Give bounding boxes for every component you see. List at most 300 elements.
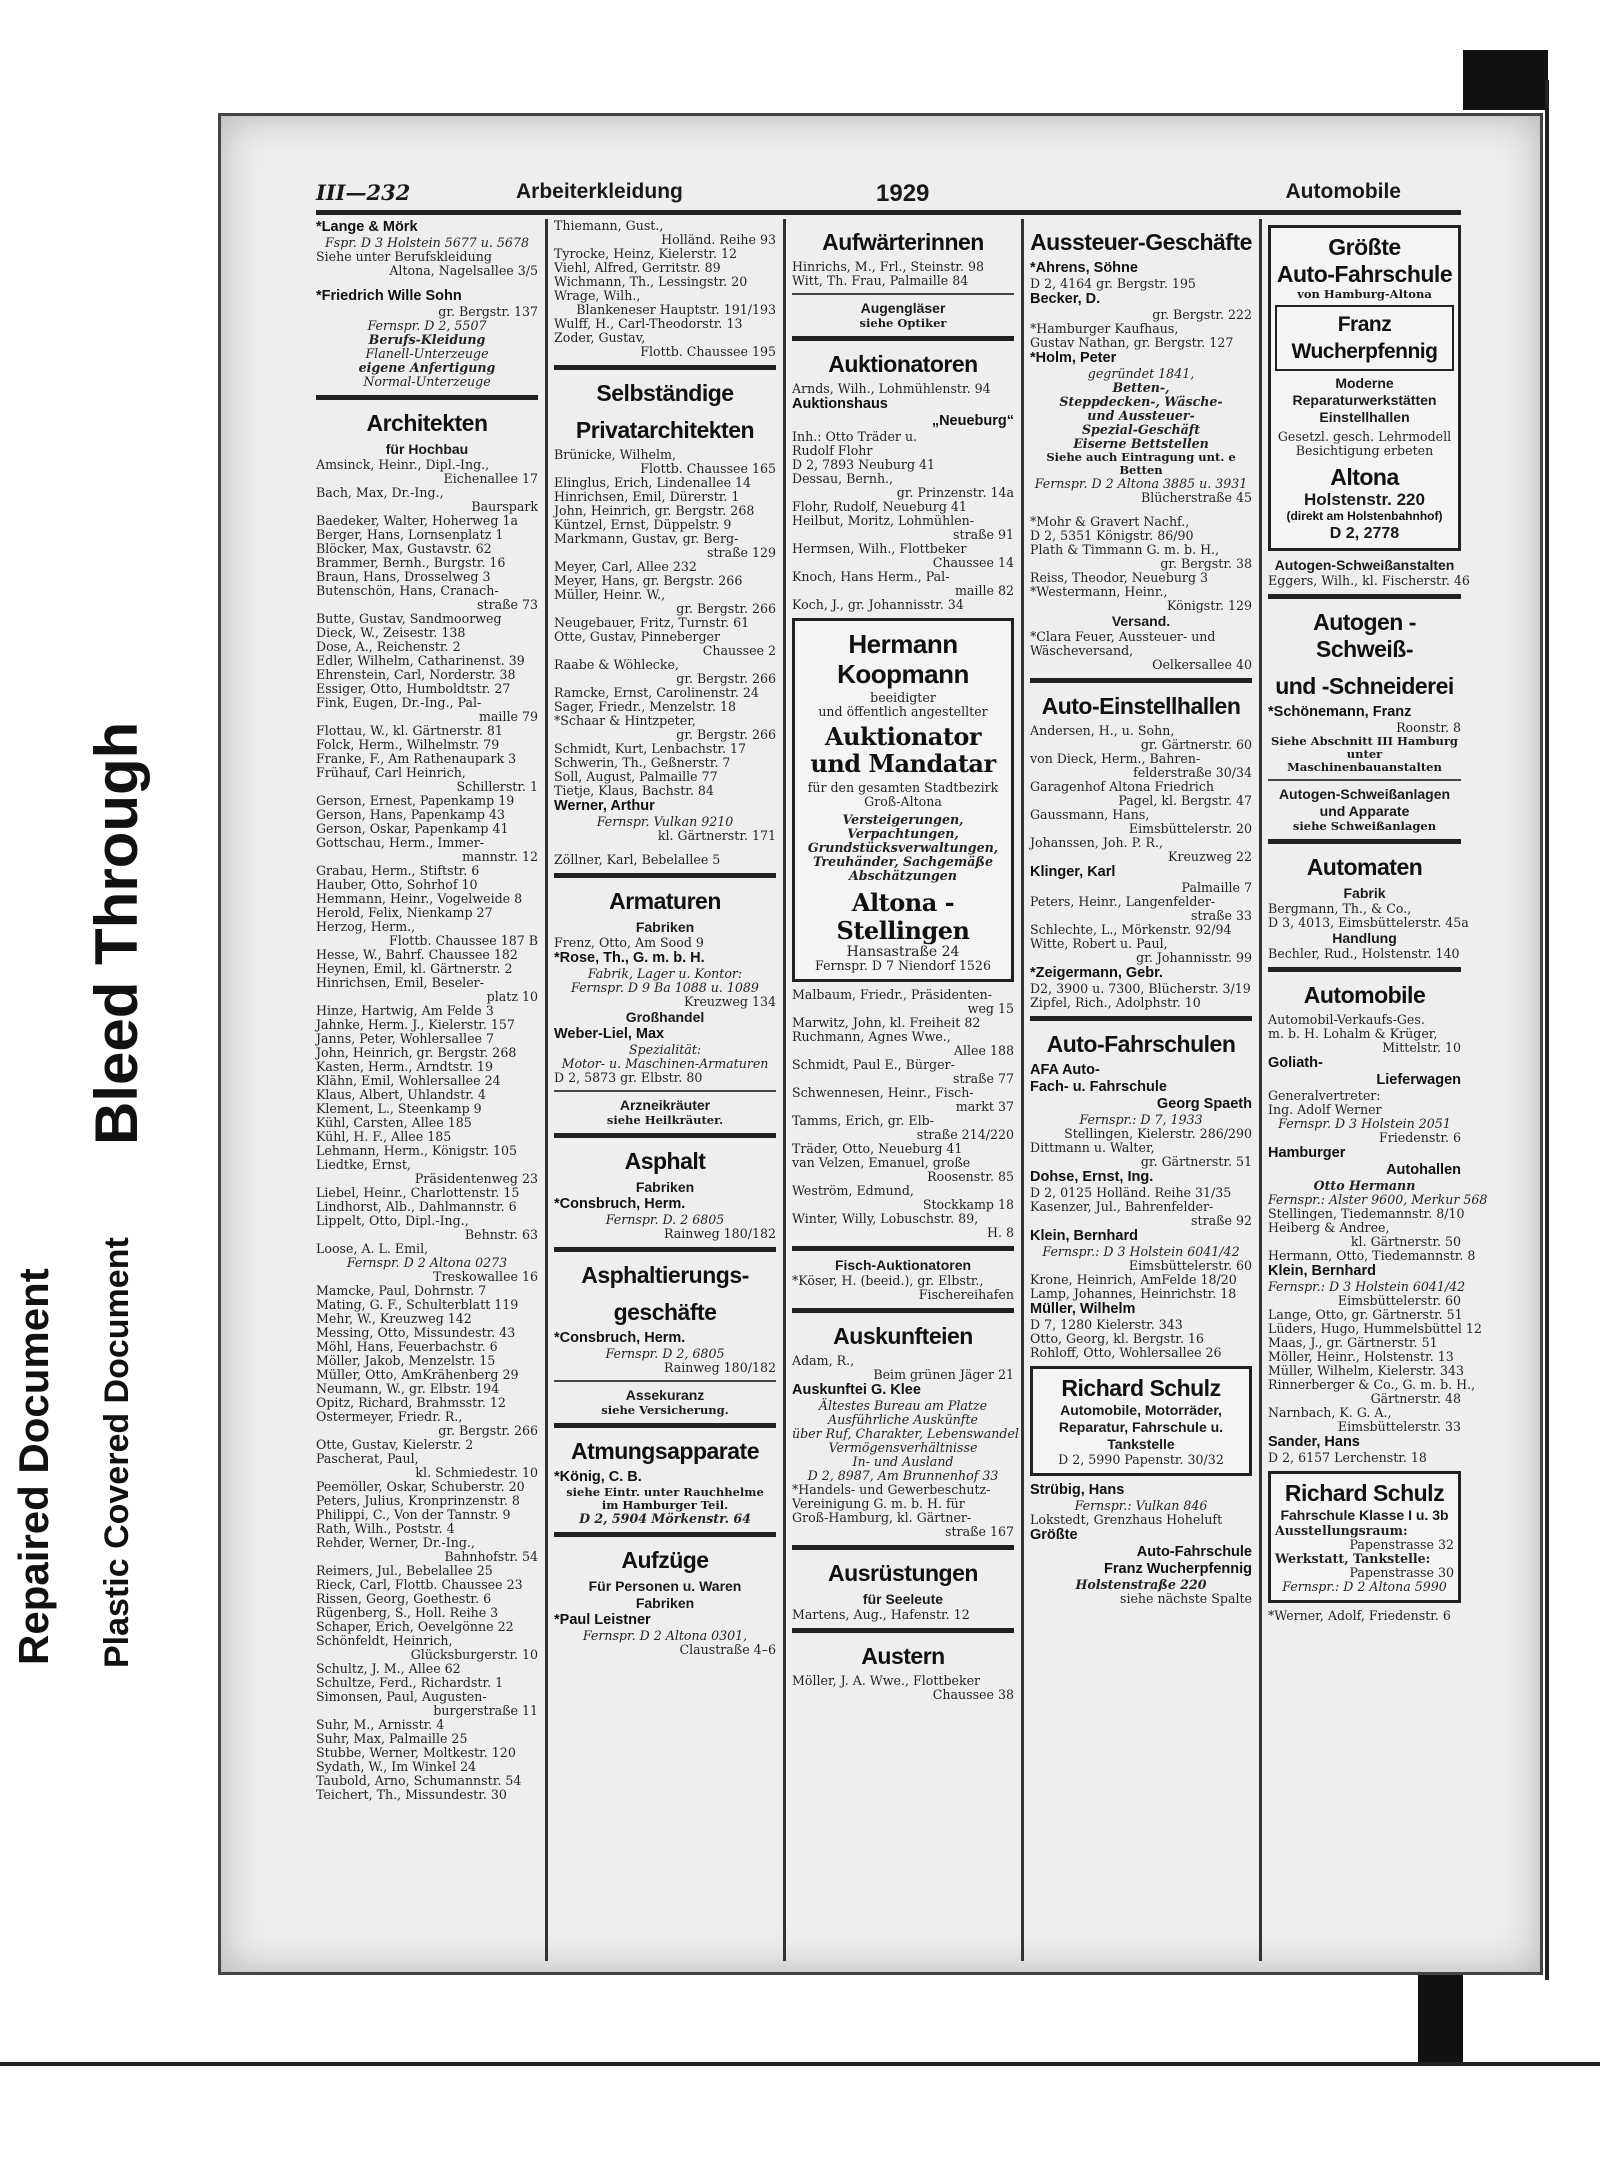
page-header xyxy=(316,176,1461,215)
listing-entry: *Hamburger Kaufhaus, xyxy=(1030,321,1179,336)
ad-line: Gesetzl. gesch. Lehrmodell xyxy=(1277,429,1452,444)
listing-entry: Klaus, Albert, Uhlandstr. 4 xyxy=(316,1087,486,1102)
listing-address: Roonstr. 8 xyxy=(1396,720,1461,735)
listing-entry: Maas, J., gr. Gärtnerstr. 51 xyxy=(1268,1335,1438,1350)
listing-name: Sander, Hans xyxy=(1268,1434,1360,1450)
listing-detail: Fspr. D 3 Holstein 5677 u. 5678 xyxy=(325,235,529,250)
listing-entry: D2, 3900 u. 7300, Blücherstr. 3/19 xyxy=(1030,981,1251,996)
listing-detail: Holstenstraße 220 xyxy=(1075,1577,1207,1592)
section-subheading: Arzneikräuter xyxy=(619,1097,711,1113)
ad-line: Reparatur, Fahrschule u. xyxy=(1058,1419,1224,1435)
listing-detail: Fernspr.: Alster 9600, Merkur 568 xyxy=(1268,1192,1488,1207)
cross-reference: siehe Optiker xyxy=(859,316,947,330)
header-category-left: Arbeiterkleidung xyxy=(516,180,683,203)
column-4-bottom xyxy=(1030,1482,1252,1606)
listing-entry: Lokstedt, Grenzhaus Hoheluft xyxy=(1030,1512,1223,1527)
listing-entry: Fink, Eugen, Dr.-Ing., Pal- xyxy=(316,695,482,710)
listing-address: gr. Bergstr. 137 xyxy=(438,304,538,319)
column-5-bottom xyxy=(1268,1609,1461,1623)
listing-detail: Fernspr.: Vulkan 846 xyxy=(1074,1498,1208,1513)
section-rule xyxy=(1268,839,1461,844)
listing-detail: Fernspr. D 2 Altona 0273 xyxy=(346,1255,508,1270)
listing-entry: Folck, Herm., Wilhelmstr. 79 xyxy=(316,737,500,752)
section-rule xyxy=(1030,678,1252,683)
listing-name: AFA Auto- xyxy=(1030,1062,1100,1078)
ad-name: Richard Schulz xyxy=(1061,1375,1221,1401)
listing-address: siehe nächste Spalte xyxy=(1119,1591,1252,1606)
page-edge-right xyxy=(1545,80,1549,1980)
listing-entry: Rieck, Carl, Flottb. Chaussee 23 xyxy=(316,1577,523,1592)
listing-entry: Schwennesen, Heinr., Fisch- xyxy=(792,1085,974,1100)
listing-address: Mittelstr. 10 xyxy=(1382,1040,1461,1055)
listing-address: Präsidentenweg 23 xyxy=(414,1171,538,1186)
listing-entry: Soll, August, Palmaille 77 xyxy=(554,769,718,784)
listing-entry: Plath & Timmann G. m. b. H., xyxy=(1030,542,1220,557)
listing-entry: Mating, G. F., Schulterblatt 119 xyxy=(316,1297,519,1312)
listing-entry: Gustav Nathan, gr. Bergstr. 127 xyxy=(1030,335,1234,350)
listing-entry: Klähn, Emil, Wohlersallee 24 xyxy=(316,1073,501,1088)
listing-name: *Consbruch, Herm. xyxy=(554,1330,686,1346)
listing-entry: Peters, Heinr., Langenfelder- xyxy=(1030,894,1216,909)
listing-entry: *Werner, Adolf, Friedenstr. 6 xyxy=(1268,1608,1451,1623)
listing-name: Größte xyxy=(1030,1527,1078,1543)
listing-entry: Suhr, M., Arnisstr. 4 xyxy=(316,1717,445,1732)
listing-address: Eichenallee 17 xyxy=(443,471,538,486)
listing-address: Chaussee 14 xyxy=(932,555,1014,570)
listing-address: gr. Bergstr. 266 xyxy=(438,1423,538,1438)
binding-shadow-top xyxy=(1463,50,1548,110)
listing-address: Friedenstr. 6 xyxy=(1378,1130,1461,1145)
cross-reference: siehe Schweißanlagen xyxy=(1292,819,1437,833)
listing-name: *Paul Leistner xyxy=(554,1612,651,1628)
listing-detail: In- und Ausland xyxy=(852,1454,954,1469)
listing-address: straße 33 xyxy=(1191,908,1252,923)
listing-address: straße 91 xyxy=(953,527,1014,542)
ad-phone: D 2, 2778 xyxy=(1329,525,1400,542)
column-1 xyxy=(316,219,538,1961)
listing-entry: D 7, 1280 Kielerstr. 343 xyxy=(1030,1317,1183,1332)
listing-entry: Weström, Edmund, xyxy=(792,1183,914,1198)
listing-entry: Neumann, W., gr. Elbstr. 194 xyxy=(316,1381,500,1396)
listing-address: gr. Johannisstr. 99 xyxy=(1136,950,1252,965)
listing-address: Eimsbüttelerstr. 33 xyxy=(1337,1419,1461,1434)
listing-entry: Küntzel, Ernst, Düppelstr. 9 xyxy=(554,517,732,532)
section-heading: Asphalt xyxy=(624,1148,706,1174)
listing-name: Dohse, Ernst, Ing. xyxy=(1030,1169,1154,1185)
section-subheading: Assekuranz xyxy=(625,1387,705,1403)
listing-entry: *Handels- und Gewerbeschutz- xyxy=(792,1482,991,1497)
listing-entry: Heiberg & Andree, xyxy=(1268,1220,1390,1235)
section-rule xyxy=(554,1380,776,1382)
section-heading: Atmungsapparate xyxy=(570,1438,760,1464)
listing-name: Müller, Wilhelm xyxy=(1030,1301,1136,1317)
listing-entry: *Schaar & Hintzpeter, xyxy=(554,713,696,728)
listing-address: Eimsbüttelerstr. 60 xyxy=(1337,1293,1461,1308)
ad-city: Altona xyxy=(1330,464,1399,490)
listing-entry: Frenz, Otto, Am Sood 9 xyxy=(554,935,704,950)
listing-address: straße 214/220 xyxy=(916,1127,1014,1142)
listing-entry: Schmidt, Paul E., Bürger- xyxy=(792,1057,955,1072)
listing-detail: Berufs-Kleidung xyxy=(368,332,486,347)
ad-line: Papenstrasse 32 xyxy=(1349,1537,1454,1552)
listing-entry: Witt, Th. Frau, Palmaille 84 xyxy=(792,273,969,288)
listing-address: weg 15 xyxy=(967,1001,1014,1016)
section-rule xyxy=(554,1423,776,1428)
listing-address: kl. Schmiedestr. 10 xyxy=(415,1465,538,1480)
section-heading: Armaturen xyxy=(609,888,721,914)
listing-entry: Eggers, Wilh., kl. Fischerstr. 46 xyxy=(1268,573,1470,588)
section-rule xyxy=(554,873,776,878)
listing-entry: Schlechte, L., Mörkenstr. 92/94 xyxy=(1030,922,1232,937)
listing-address: Gärtnerstr. 48 xyxy=(1370,1391,1461,1406)
ad-line: von Hamburg-Altona xyxy=(1297,287,1432,301)
ad-line: Fahrschule Klasse I u. 3b xyxy=(1280,1507,1449,1523)
listing-entry: Butte, Gustav, Sandmoorweg xyxy=(316,611,502,626)
ad-services: Versteigerungen, Verpachtungen, Grundstücksverwaltungen, Treuhänder, Sachgemäße Abschätzungen xyxy=(807,812,999,883)
listing-entry: Peemöller, Oskar, Schuberstr. 20 xyxy=(316,1479,525,1494)
listing-address: felderstraße 30/34 xyxy=(1133,765,1252,780)
listing-entry: Ruchmann, Agnes Wwe., xyxy=(792,1029,951,1044)
listing-entry: Inh.: Otto Träder u. xyxy=(792,429,918,444)
listing-entry: Witte, Robert u. Paul, xyxy=(1030,936,1168,951)
listing-entry: Tietje, Klaus, Bachstr. 84 xyxy=(554,783,714,798)
section-heading: Privatarchitekten xyxy=(575,417,755,443)
listing-entry: Generalvertreter: xyxy=(1268,1088,1381,1103)
listing-entry: Möller, Heinr., Holstenstr. 13 xyxy=(1268,1349,1454,1364)
section-heading: Aufwärterinnen xyxy=(822,229,984,255)
listing-name: *Zeigermann, Gebr. xyxy=(1030,965,1163,981)
section-subheading: Fabrik xyxy=(1343,885,1386,901)
listing-address: Behnstr. 63 xyxy=(464,1227,538,1242)
listing-address: gr. Bergstr. 266 xyxy=(676,601,776,616)
ad-name: Richard Schulz xyxy=(1284,1480,1445,1506)
section-heading: und -Schneiderei xyxy=(1275,673,1454,699)
listing-name: Goliath- xyxy=(1268,1055,1323,1071)
listing-entry: Krone, Heinrich, AmFelde 18/20 xyxy=(1030,1272,1237,1287)
listing-entry: Otte, Gustav, Kielerstr. 2 xyxy=(316,1437,474,1452)
listing-address: Fischereihafen xyxy=(918,1287,1014,1302)
listing-entry: Blöcker, Max, Gustavstr. 62 xyxy=(316,541,492,556)
listing-entry: Knoch, Hans Herm., Pal- xyxy=(792,569,950,584)
listing-detail: und Aussteuer- xyxy=(1087,408,1195,423)
listing-entry: Stubbe, Werner, Moltkestr. 120 xyxy=(316,1745,516,1760)
section-rule xyxy=(792,1308,1014,1313)
listing-entry: Koch, J., gr. Johannisstr. 34 xyxy=(792,597,964,612)
ad-hermann-koopmann xyxy=(792,618,1014,982)
listing-entry: Suhr, Max, Palmaille 25 xyxy=(316,1731,468,1746)
ad-name: Hermann Koopmann xyxy=(837,629,969,689)
section-rule xyxy=(554,1532,776,1537)
column-3-bottom xyxy=(792,987,1019,1702)
column-3 xyxy=(792,219,1019,1961)
listing-entry: Ostermeyer, Friedr. R., xyxy=(316,1409,463,1424)
label-repaired-document: Repaired Document xyxy=(10,1268,57,1665)
listing-address: Flottb. Chaussee 165 xyxy=(640,461,776,476)
listing-entry: Schmidt, Kurt, Lenbachstr. 17 xyxy=(554,741,747,756)
listing-detail: Fabrik, Lager u. Kontor: xyxy=(587,966,743,981)
listing-entry: Loose, A. L. Emil, xyxy=(316,1241,429,1256)
listing-entry: Jahnke, Herm. J., Kielerstr. 157 xyxy=(316,1017,515,1032)
listing-address: Holländ. Reihe 93 xyxy=(661,232,776,247)
listing-entry: Sydath, W., Im Winkel 24 xyxy=(316,1759,477,1774)
listing-entry: Möller, Jakob, Menzelstr. 15 xyxy=(316,1353,496,1368)
ad-line: Automobile, Motorräder, xyxy=(1060,1402,1222,1418)
ad-line: Besichtigung erbeten xyxy=(1295,443,1434,458)
section-subheading: Autogen-Schweißanlagen xyxy=(1278,786,1451,802)
column-divider xyxy=(545,219,548,1961)
listing-name: Hamburger xyxy=(1268,1145,1346,1161)
section-subheading: Augengläser xyxy=(860,300,946,316)
listing-address: Baurspark xyxy=(471,499,538,514)
listing-entry: Flohr, Rudolf, Neueburg 41 xyxy=(792,499,967,514)
listing-entry: Hemmann, Heinr., Vogelweide 8 xyxy=(316,891,523,906)
listing-detail: Fernspr. D. 2 6805 xyxy=(605,1212,725,1227)
section-heading: Auto-Fahrschulen xyxy=(1046,1031,1236,1057)
listing-detail: Spezial-Geschäft xyxy=(1081,422,1201,437)
cross-reference: siehe Versicherung. xyxy=(601,1403,729,1417)
listing-entry: Essiger, Otto, Humboldtstr. 27 xyxy=(316,681,511,696)
listing-entry: D 2, 5351 Königstr. 86/90 xyxy=(1030,528,1194,543)
listing-entry: Tamms, Erich, gr. Elb- xyxy=(792,1113,934,1128)
column-divider xyxy=(1259,219,1262,1961)
listing-entry: van Velzen, Emanuel, große xyxy=(792,1155,971,1170)
listing-entry: Andersen, H., u. Sohn, xyxy=(1030,723,1175,738)
listing-entry: Ramcke, Ernst, Carolinenstr. 24 xyxy=(554,685,759,700)
listing-address: burgerstraße 11 xyxy=(433,1703,538,1718)
listing-name: Klein, Bernhard xyxy=(1268,1263,1376,1279)
listing-entry: Gaussmann, Hans, xyxy=(1030,807,1150,822)
section-rule xyxy=(1268,967,1461,972)
listing-entry: John, Heinrich, gr. Bergstr. 268 xyxy=(554,503,755,518)
columns xyxy=(316,218,1488,1961)
listing-address: straße 92 xyxy=(1191,1213,1252,1228)
listing-entry: Edler, Wilhelm, Catharinenst. 39 xyxy=(316,653,525,668)
section-rule xyxy=(1030,1016,1252,1021)
listing-entry: Möller, J. A. Wwe., Flottbeker xyxy=(792,1673,981,1688)
listing-entry: Klement, L., Steenkamp 9 xyxy=(316,1101,482,1116)
section-subheading: und Apparate xyxy=(1319,803,1410,819)
listing-detail: D 2, 5904 Mörkenstr. 64 xyxy=(579,1511,751,1526)
listing-entry: Brünicke, Wilhelm, xyxy=(554,447,676,462)
listing-name: Fach- u. Fahrschule xyxy=(1030,1079,1167,1095)
listing-entry: Grabau, Herm., Stiftstr. 6 xyxy=(316,863,480,878)
listing-entry: D 2, 6157 Lerchenstr. 18 xyxy=(1268,1450,1427,1465)
listing-detail: Ältestes Bureau am Platze xyxy=(818,1398,988,1413)
listing-name: Lieferwagen xyxy=(1376,1072,1461,1088)
listing-entry: Siehe unter Berufskleidung xyxy=(316,249,492,264)
listing-entry: Lehmann, Herm., Königstr. 105 xyxy=(316,1143,518,1158)
listing-entry: *Westermann, Heinr., xyxy=(1030,584,1168,599)
section-subheading: Handlung xyxy=(1332,930,1397,946)
listing-address: Stellingen, Kielerstr. 286/290 xyxy=(1064,1126,1252,1141)
listing-entry: Hinze, Hartwig, Am Felde 3 xyxy=(316,1003,494,1018)
section-rule xyxy=(316,395,538,400)
ad-richard-schulz-automobile xyxy=(1030,1366,1252,1476)
listing-entry: Reiss, Theodor, Neueburg 3 xyxy=(1030,570,1209,585)
ad-line: und öffentlich angestellter xyxy=(818,704,988,719)
listing-address: maille 82 xyxy=(954,583,1014,598)
section-rule xyxy=(792,1628,1014,1633)
listing-detail: gegründet 1841, xyxy=(1087,366,1195,381)
section-rule xyxy=(792,293,1014,295)
listing-address: Palmaille 7 xyxy=(1181,880,1252,895)
listing-entry: Groß-Hamburg, kl. Gärtner- xyxy=(792,1510,972,1525)
section-rule xyxy=(554,1247,776,1252)
listing-entry: Opitz, Richard, Brahmsstr. 12 xyxy=(316,1395,506,1410)
listing-detail: Eiserne Bettstellen xyxy=(1073,436,1209,451)
listing-entry: Gottschau, Herm., Immer- xyxy=(316,835,485,850)
listing-detail: über Ruf, Charakter, Lebenswandel xyxy=(792,1426,1019,1441)
listing-name: Autohallen xyxy=(1386,1162,1461,1178)
listing-entry: D 2, 7893 Neuburg 41 xyxy=(792,457,936,472)
section-heading: Aufzüge xyxy=(621,1547,709,1573)
listing-entry: Ing. Adolf Werner xyxy=(1268,1102,1382,1117)
ad-line: für den gesamten Stadtbezirk xyxy=(807,780,999,795)
listing-name: *Lange & Mörk xyxy=(316,219,418,235)
column-3-top xyxy=(792,229,1014,612)
listing-name: Franz Wucherpfennig xyxy=(1104,1561,1252,1577)
directory-page xyxy=(218,113,1543,1975)
listing-entry: Rohloff, Otto, Wohlersallee 26 xyxy=(1030,1345,1222,1360)
listing-name: Auskunftei G. Klee xyxy=(792,1382,921,1398)
section-heading: Ausrüstungen xyxy=(828,1560,978,1586)
listing-name: Weber-Liel, Max xyxy=(554,1026,665,1042)
listing-address: gr. Bergstr. 38 xyxy=(1160,556,1252,571)
listing-address: Flottb. Chaussee 187 B xyxy=(388,933,538,948)
listing-detail: Motor- u. Maschinen-Armaturen xyxy=(561,1056,769,1071)
listing-address: kl. Gärtnerstr. 50 xyxy=(1350,1234,1461,1249)
listing-entry: Meyer, Carl, Allee 232 xyxy=(554,559,697,574)
listing-entry: von Dieck, Herm., Bahren- xyxy=(1030,751,1201,766)
cross-reference: siehe Eintr. unter Rauchhelme xyxy=(566,1485,764,1499)
listing-detail: Normal-Unterzeuge xyxy=(363,374,491,389)
listing-entry: Kühl, Carsten, Allee 185 xyxy=(316,1115,472,1130)
ad-name: Franz Wucherpfennig xyxy=(1275,305,1454,371)
listing-entry: Lippelt, Otto, Dipl.-Ing., xyxy=(316,1213,469,1228)
listing-address: Beim grünen Jäger 21 xyxy=(873,1367,1014,1382)
section-rule xyxy=(554,365,776,370)
listing-address: Schillerstr. 1 xyxy=(456,779,538,794)
listing-detail: Fernspr.: D 3 Holstein 6041/42 xyxy=(1268,1279,1466,1294)
listing-detail: Betten-, xyxy=(1112,380,1170,395)
cross-reference: im Hamburger Teil. xyxy=(601,1498,729,1512)
section-heading: Architekten xyxy=(366,410,488,436)
listing-address: markt 37 xyxy=(955,1099,1014,1114)
section-rule xyxy=(792,1545,1014,1550)
spacer xyxy=(316,278,538,288)
column-2 xyxy=(554,219,776,1961)
section-subheading: Fisch-Auktionatoren xyxy=(834,1257,972,1273)
ad-richard-schulz-fahrschule xyxy=(1268,1471,1461,1603)
listing-address: straße 167 xyxy=(945,1524,1014,1539)
listing-detail: Fernspr.: D 7, 1933 xyxy=(1079,1112,1203,1127)
listing-name: „Neueburg“ xyxy=(931,413,1014,429)
section-subheading: Autogen-Schweißanstalten xyxy=(1274,557,1455,573)
listing-entry: Hermann, Otto, Tiedemannstr. 8 xyxy=(1268,1248,1476,1263)
listing-entry: Hinrichs, M., Frl., Steinstr. 98 xyxy=(792,259,984,274)
section-subheading: für Hochbau xyxy=(385,441,469,457)
listing-name: Klein, Bernhard xyxy=(1030,1228,1138,1244)
section-subheading: Fabriken xyxy=(635,919,695,935)
section-heading: geschäfte xyxy=(613,1299,717,1325)
ad-street: Hansastraße 24 xyxy=(846,944,960,960)
listing-entry: Dessau, Bernh., xyxy=(792,471,894,486)
ad-line: Papenstrasse 30 xyxy=(1349,1565,1454,1580)
listing-entry: Hesse, W., Bahrf. Chaussee 182 xyxy=(316,947,518,962)
listing-entry: Schultz, J. M., Allee 62 xyxy=(316,1661,461,1676)
listing-entry: Malbaum, Friedr., Präsidenten- xyxy=(792,987,993,1002)
listing-detail: Fernspr. D 3 Holstein 2051 xyxy=(1278,1116,1451,1131)
ad-title: und Mandatar xyxy=(810,749,996,778)
listing-name: *Holm, Peter xyxy=(1030,350,1117,366)
listing-address: Pagel, kl. Bergstr. 47 xyxy=(1118,793,1252,808)
listing-entry: Peters, Julius, Kronprinzenstr. 8 xyxy=(316,1493,520,1508)
listing-address: H. 8 xyxy=(986,1225,1014,1240)
scan-background xyxy=(0,0,1600,50)
section-heading: Autogen - Schweiß- xyxy=(1313,609,1416,662)
listing-address: Stockkamp 18 xyxy=(922,1197,1014,1212)
listing-entry: Narnbach, K. G. A., xyxy=(1268,1405,1392,1420)
listing-entry: Ehrenstein, Carl, Norderstr. 38 xyxy=(316,667,516,682)
listing-entry: John, Heinrich, gr. Bergstr. 268 xyxy=(316,1045,517,1060)
listing-entry: Rügenberg, S., Holl. Reihe 3 xyxy=(316,1605,499,1620)
listing-entry: Kasten, Herm., Arndtstr. 19 xyxy=(316,1059,493,1074)
ad-title: Größte xyxy=(1328,234,1401,260)
listing-entry: Lüders, Hugo, Hummelsbüttel 12 xyxy=(1268,1321,1482,1336)
section-subheading: Großhandel xyxy=(625,1009,705,1025)
listing-detail: Steppdecken-, Wäsche- xyxy=(1059,394,1223,409)
listing-name: Werner, Arthur xyxy=(554,798,655,814)
listing-name: *Rose, Th., G. m. b. H. xyxy=(554,950,705,966)
listing-entry: Martens, Aug., Hafenstr. 12 xyxy=(792,1607,970,1622)
listing-entry: Heynen, Emil, kl. Gärtnerstr. 2 xyxy=(316,961,513,976)
listing-name: *Friedrich Wille Sohn xyxy=(316,288,462,304)
listing-entry: Adam, R., xyxy=(792,1353,855,1368)
listing-entry: Sager, Friedr., Menzelstr. 18 xyxy=(554,699,737,714)
listing-entry: Wrage, Wilh., xyxy=(554,288,641,303)
listing-name: Klinger, Karl xyxy=(1030,864,1116,880)
section-subheading: für Seeleute xyxy=(862,1591,944,1607)
listing-entry: Dittmann u. Walter, xyxy=(1030,1140,1155,1155)
listing-address: Blücherstraße 45 xyxy=(1141,490,1252,505)
listing-name: *Consbruch, Herm. xyxy=(554,1196,686,1212)
section-rule xyxy=(792,336,1014,341)
ad-place: Altona - Stellingen xyxy=(836,888,970,945)
ad-phone: Fernspr.: D 2 Altona 5990 xyxy=(1282,1579,1447,1594)
listing-entry: Rudolf Flohr xyxy=(792,443,873,458)
listing-entry: *Clara Feuer, Aussteuer- und xyxy=(1030,629,1216,644)
section-rule xyxy=(792,1246,1014,1251)
section-rule xyxy=(1268,594,1461,599)
listing-address: gr. Bergstr. 266 xyxy=(676,727,776,742)
ad-line: Einstellhallen xyxy=(1319,409,1410,425)
listing-name: Strübig, Hans xyxy=(1030,1482,1125,1498)
listing-address: kl. Gärtnerstr. 171 xyxy=(657,828,776,843)
listing-entry: Schaper, Erich, Oevelgönne 22 xyxy=(316,1619,514,1634)
listing-entry: Lange, Otto, gr. Gärtnerstr. 51 xyxy=(1268,1307,1463,1322)
ad-title: Auto-Fahrschule xyxy=(1276,261,1453,287)
listing-address: Bahnhofstr. 54 xyxy=(444,1549,538,1564)
listing-entry: Hinrichsen, Emil, Beseler- xyxy=(316,975,484,990)
section-heading: Aussteuer-Geschäfte xyxy=(1030,229,1252,255)
listing-entry: Schultze, Ferd., Richardstr. 1 xyxy=(316,1675,504,1690)
listing-entry: Messing, Otto, Missundestr. 43 xyxy=(316,1325,516,1340)
listing-entry: D 3, 4013, Eimsbüttelerstr. 45a xyxy=(1268,915,1469,930)
listing-entry: Dose, A., Reichenstr. 2 xyxy=(316,639,461,654)
listing-entry: Johanssen, Joh. P. R., xyxy=(1030,835,1164,850)
listing-entry: Müller, Heinr. W., xyxy=(554,587,666,602)
column-divider xyxy=(783,219,786,1961)
